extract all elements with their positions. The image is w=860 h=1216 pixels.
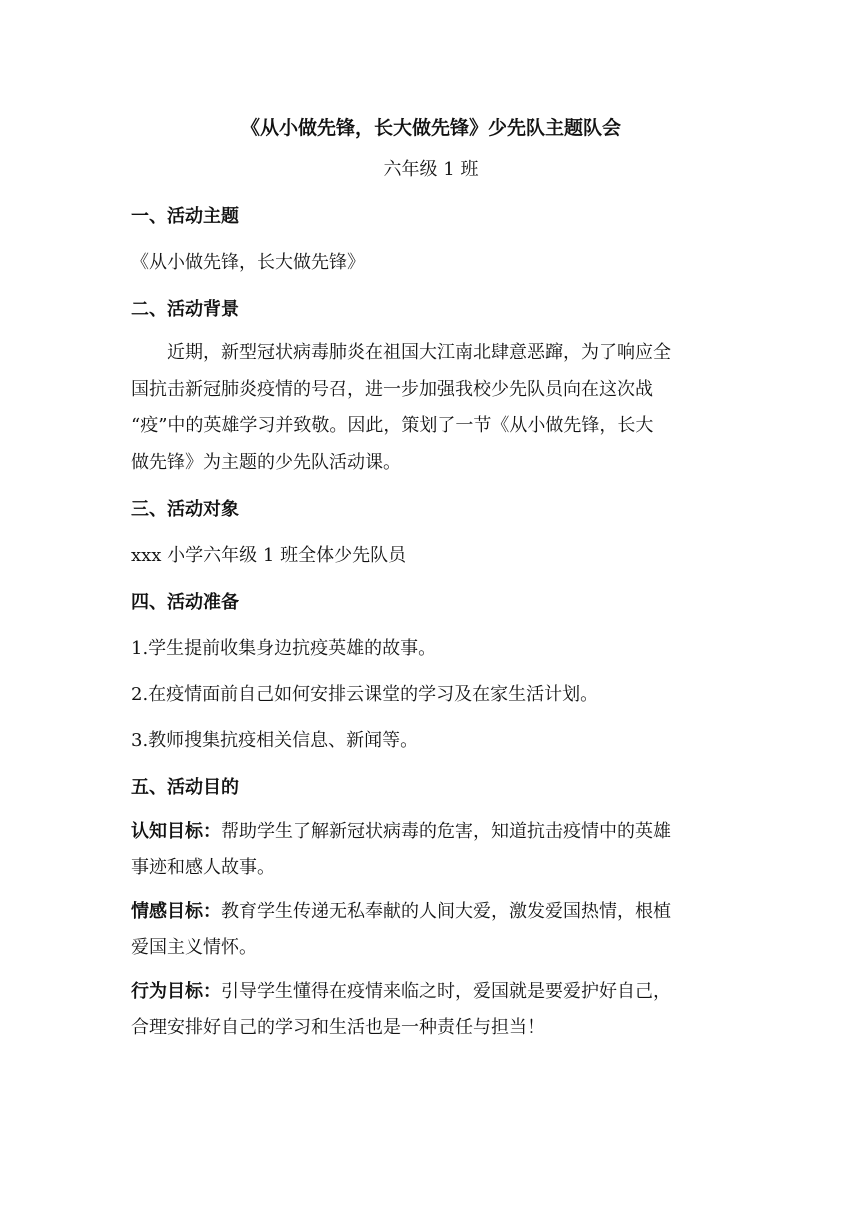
goal-text: 引导学生懂得在疫情来临之时，爱国就是要爱护好自己， [221,981,671,1002]
goal-cognitive [131,814,731,886]
section-text: xxx 小学六年级 1 班全体少先队员 [131,545,407,566]
goal-label: 行为目标： [131,981,221,1002]
goal-text: 爱国主义情怀。 [131,937,257,958]
goal-emotional [131,894,731,966]
section-heading: 二、活动背景 [131,299,239,320]
goal-text: 事迹和感人故事。 [131,857,275,878]
section-heading: 三、活动对象 [131,499,239,520]
section-theme [131,199,731,281]
section-audience [131,492,731,574]
list-item: 3.教师搜集抗疫相关信息、新闻等。 [131,730,419,751]
goal-text: 合理安排好自己的学习和生活也是一种责任与担当！ [131,1017,545,1038]
paragraph-line: 近期，新型冠状病毒肺炎在祖国大江南北肆意恶蹿，为了响应全 [167,342,671,363]
background-paragraph [131,335,731,481]
paragraph-line: 做先锋》为主题的少先队活动课。 [131,451,401,473]
document-title: 《从小做先锋，长大做先锋》少先队主题队会 [240,117,621,139]
section-background [131,292,731,481]
goal-label: 认知目标： [131,821,221,842]
list-item: 2.在疫情面前自己如何安排云课堂的学习及在家生活计划。 [131,684,599,705]
section-preparation [131,585,731,759]
paragraph-line: 国抗击新冠肺炎疫情的号召，进一步加强我校少先队员向在这次战 [131,378,653,400]
section-heading: 五、活动目的 [131,777,239,798]
section-heading: 四、活动准备 [131,592,239,613]
section-text: 《从小做先锋，长大做先锋》 [131,252,365,273]
goal-text: 教育学生传递无私奉献的人间大爱，激发爱国热情，根植 [221,901,671,922]
document-subtitle: 六年级 1 班 [383,159,479,180]
document-page [131,110,731,1046]
goal-text: 帮助学生了解新冠状病毒的危害，知道抗击疫情中的英雄 [221,821,671,842]
list-item: 1.学生提前收集身边抗疫英雄的故事。 [131,638,437,659]
paragraph-line: “疫”中的英雄学习并致敬。因此，策划了一节《从小做先锋，长大 [131,415,654,436]
goal-behavioral [131,974,731,1046]
goal-label: 情感目标： [131,901,221,922]
section-heading: 一、活动主题 [131,206,239,227]
section-goals [131,770,731,1046]
